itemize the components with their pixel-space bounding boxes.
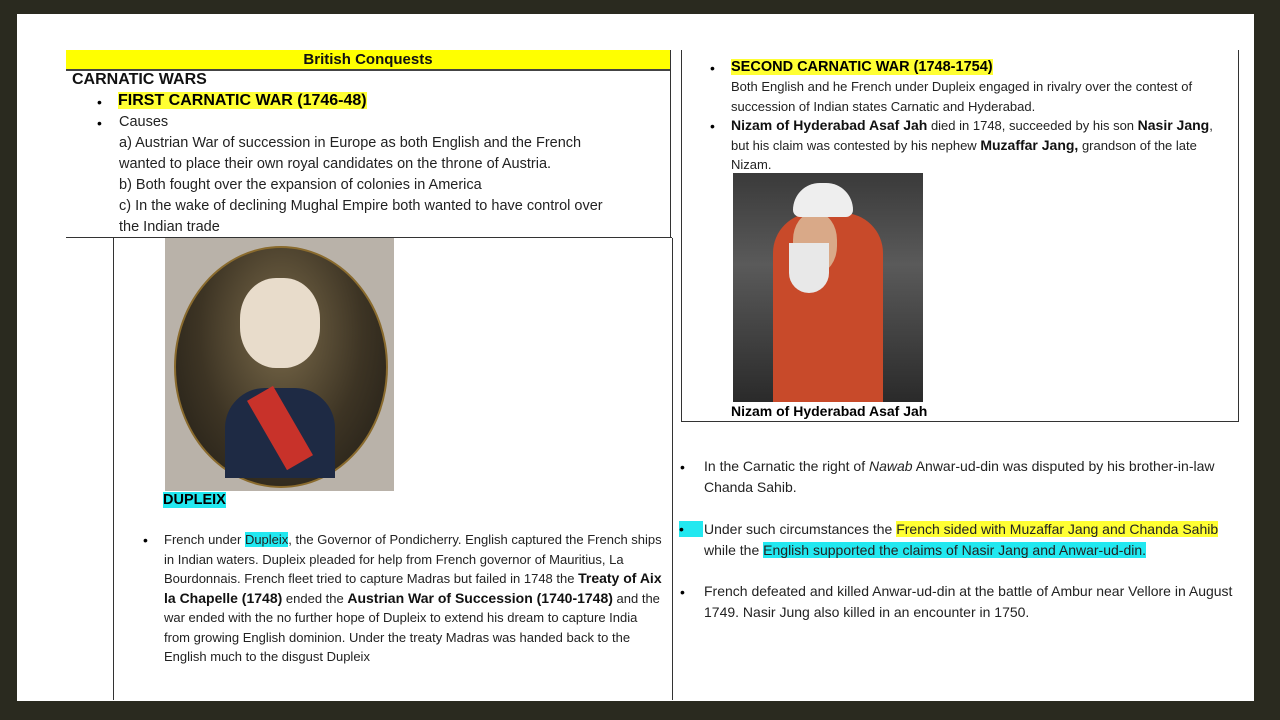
bold-text: Nasir Jang [1137, 117, 1210, 133]
text: and the war ended with the no further hope of Dupleix to extend his dream to capture India from growing English dominion. Under the treaty Madras was handed back to the English much to the disgust Dupleix [164, 590, 660, 664]
text: died in 1748, succeeded by his son [927, 118, 1138, 133]
bullet: • [97, 94, 102, 110]
cause-line: a) Austrian War of succession in Europe as both English and the French [119, 135, 582, 151]
nizam-paragraph [731, 116, 1231, 175]
second-war-title [731, 59, 993, 75]
cause-line: the Indian trade [119, 219, 220, 235]
point-3: French defeated and killed Anwar-ud-din at the battle of Ambur near Vellore in August 1749. Nasir Jung also killed in an encounter in 1750. [704, 583, 1233, 620]
dupleix-portrait [165, 238, 394, 491]
point-1 [704, 456, 1249, 498]
bullet: • [143, 532, 148, 548]
bullet: • [97, 115, 102, 131]
dupleix-caption [163, 492, 226, 508]
first-war-title [118, 92, 367, 110]
bullet: • [680, 459, 685, 475]
bold-text: Muzaffar Jang, [980, 136, 1079, 153]
dupleix-caption-text: DUPLEIX [163, 492, 226, 508]
highlighted-text: French sided with Muzaffar Jang and Chanda Sahib [896, 521, 1219, 537]
nizam-caption: Nizam of Hyderabad Asaf Jah [731, 403, 928, 419]
causes-label: Causes [119, 114, 169, 130]
bullet: • [710, 118, 715, 134]
document-page [17, 14, 1254, 701]
text: In the Carnatic the right of [704, 458, 869, 474]
text: Under such circumstances the [704, 521, 897, 537]
text: grandson of the late Nizam. [731, 137, 1197, 172]
text: French under [164, 532, 245, 547]
bullet: • [680, 584, 685, 600]
divider [672, 238, 673, 700]
first-war-paragraph [164, 530, 664, 667]
text: ended the [282, 590, 348, 606]
cause-line: c) In the wake of declining Mughal Empire both wanted to have control over [119, 198, 603, 214]
bullet: • [710, 60, 715, 76]
bold-text: Austrian War of Succession (1740-1748) [347, 589, 613, 606]
text: , but his claim was contested by his nephew [731, 118, 1213, 153]
divider [113, 238, 114, 700]
causes-list [119, 133, 679, 238]
nizam-portrait [733, 173, 923, 402]
section-heading: CARNATIC WARS [72, 71, 207, 88]
second-war-title-text: SECOND CARNATIC WAR (1748-1754) [731, 59, 993, 75]
bold-text: Nizam of Hyderabad Asaf Jah [731, 117, 928, 133]
highlighted-text: Dupleix [244, 532, 289, 547]
bullet: • [679, 521, 703, 537]
highlighted-text: English supported the claims of Nasir Jang and Anwar-ud-din. [763, 542, 1147, 558]
cause-line: wanted to place their own royal candidates on the throne of Austria. [119, 156, 552, 172]
text: while the [704, 542, 764, 558]
cause-line: b) Both fought over the expansion of colonies in America [119, 177, 482, 193]
italic-text: Nawab [868, 458, 913, 474]
divider [1238, 50, 1239, 422]
point-2 [704, 519, 1249, 561]
text: Anwar-ud-din was disputed by his brother-in-law Chanda Sahib. [704, 458, 1215, 495]
text: , the Governor of Pondicherry. English captured the French ships in Indian waters. Dupleix pleaded for help from French governor of Mauritius, La Bourdonnais. French fleet tried to capture Madras but failed in 1748 the [164, 532, 662, 586]
divider [681, 421, 1239, 422]
bold-text: Treaty of Aix la Chapelle (1748) [164, 570, 662, 606]
banner-title: British Conquests [66, 50, 670, 71]
second-war-intro: Both English and he French under Dupleix engaged in rivalry over the contest of succession of Indian states Carnatic and Hyderabad. [731, 79, 1193, 114]
first-war-title-text: FIRST CARNATIC WAR (1746-48) [118, 92, 367, 109]
divider [681, 50, 682, 422]
